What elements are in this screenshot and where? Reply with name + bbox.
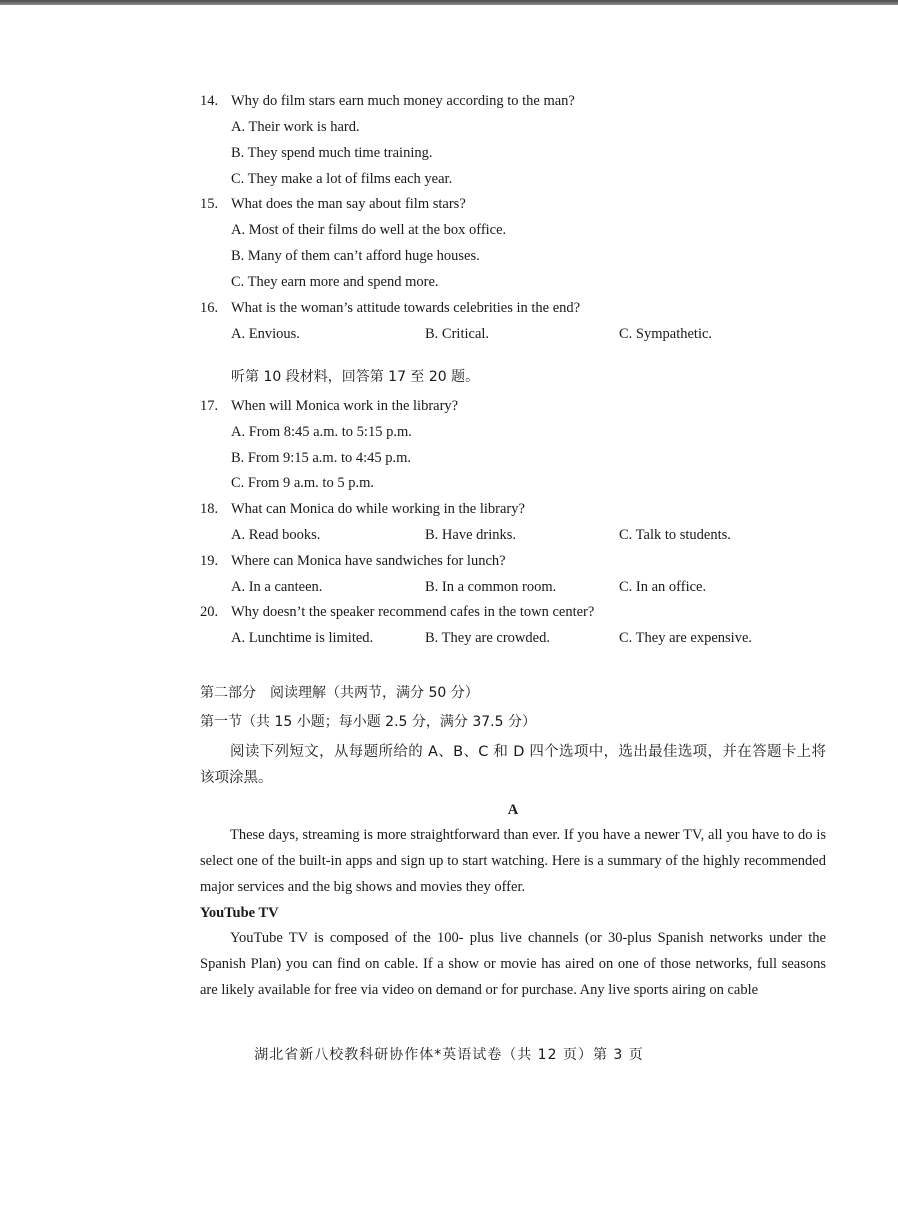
- question-text: Where can Monica have sandwiches for lunch?: [231, 553, 506, 569]
- option-a: A. From 8:45 a.m. to 5:15 p.m.: [231, 424, 412, 440]
- question-text: Why doesn’t the speaker recommend cafes in the town center?: [231, 604, 595, 620]
- option-b: B. Critical.: [425, 326, 490, 342]
- option-c: C. From 9 a.m. to 5 p.m.: [231, 475, 374, 491]
- reading-instruction: 阅读下列短文，从每题所给的 A、B、C 和 D 四个选项中，选出最佳选项，并在答题卡上将该项涂黑。: [200, 744, 826, 786]
- option-a: A. Their work is hard.: [231, 119, 360, 135]
- scan-top-edge: [0, 0, 898, 5]
- option-b: B. Have drinks.: [425, 527, 517, 543]
- question-text: When will Monica work in the library?: [231, 398, 459, 414]
- option-a: A. Read books.: [231, 527, 321, 543]
- option-c: C. They earn more and spend more.: [231, 274, 439, 290]
- part2-heading: 第二部分 阅读理解（共两节，满分 50 分）: [200, 685, 479, 701]
- question-number: 18.: [200, 501, 219, 517]
- question-text: What is the woman’s attitude towards celebrities in the end?: [231, 300, 581, 316]
- youtube-tv-paragraph: YouTube TV is composed of the 100- plus live channels (or 30-plus Spanish networks under the Spanish Plan) you can find on cable. If a show or movie has aired on one of those networks, full seasons are likely available for free via video on demand or for purchase. Any live sports airing on cable: [200, 930, 826, 998]
- question-text: Why do film stars earn much money according to the man?: [231, 93, 575, 109]
- option-b: B. In a common room.: [425, 579, 557, 595]
- section-heading-youtube-tv: YouTube TV: [200, 905, 279, 921]
- question-number: 14.: [200, 93, 219, 109]
- option-c: C. In an office.: [619, 579, 707, 595]
- question-number: 20.: [200, 604, 219, 620]
- option-c: C. They make a lot of films each year.: [231, 171, 453, 187]
- option-c: C. Sympathetic.: [619, 326, 713, 342]
- option-b: B. From 9:15 a.m. to 4:45 p.m.: [231, 450, 412, 466]
- passage-label: A: [507, 802, 519, 818]
- option-b: B. Many of them can’t afford huge houses.: [231, 248, 480, 264]
- option-c: C. Talk to students.: [619, 527, 731, 543]
- question-text: What does the man say about film stars?: [231, 196, 466, 212]
- option-b: B. They spend much time training.: [231, 145, 433, 161]
- option-a: A. In a canteen.: [231, 579, 323, 595]
- option-a: A. Envious.: [231, 326, 300, 342]
- question-number: 17.: [200, 398, 219, 414]
- option-a: A. Lunchtime is limited.: [231, 630, 374, 646]
- page-footer: 湖北省新八校教科研协作体*英语试卷（共 12 页）第 3 页: [254, 1047, 644, 1063]
- question-number: 15.: [200, 196, 219, 212]
- section1-heading: 第一节（共 15 小题；每小题 2.5 分，满分 37.5 分）: [200, 714, 536, 730]
- listening-instruction: 听第 10 段材料，回答第 17 至 20 题。: [231, 369, 480, 385]
- option-b: B. They are crowded.: [425, 630, 550, 646]
- question-text: What can Monica do while working in the library?: [231, 501, 525, 517]
- question-number: 19.: [200, 553, 219, 569]
- question-number: 16.: [200, 300, 219, 316]
- option-a: A. Most of their films do well at the box office.: [231, 222, 507, 238]
- passage-intro: These days, streaming is more straightforward than ever. If you have a newer TV, all you have to do is select one of the built-in apps and sign up to start watching. Here is a summary of the highly recommended major services and the big shows and movies they offer.: [200, 827, 826, 895]
- option-c: C. They are expensive.: [619, 630, 753, 646]
